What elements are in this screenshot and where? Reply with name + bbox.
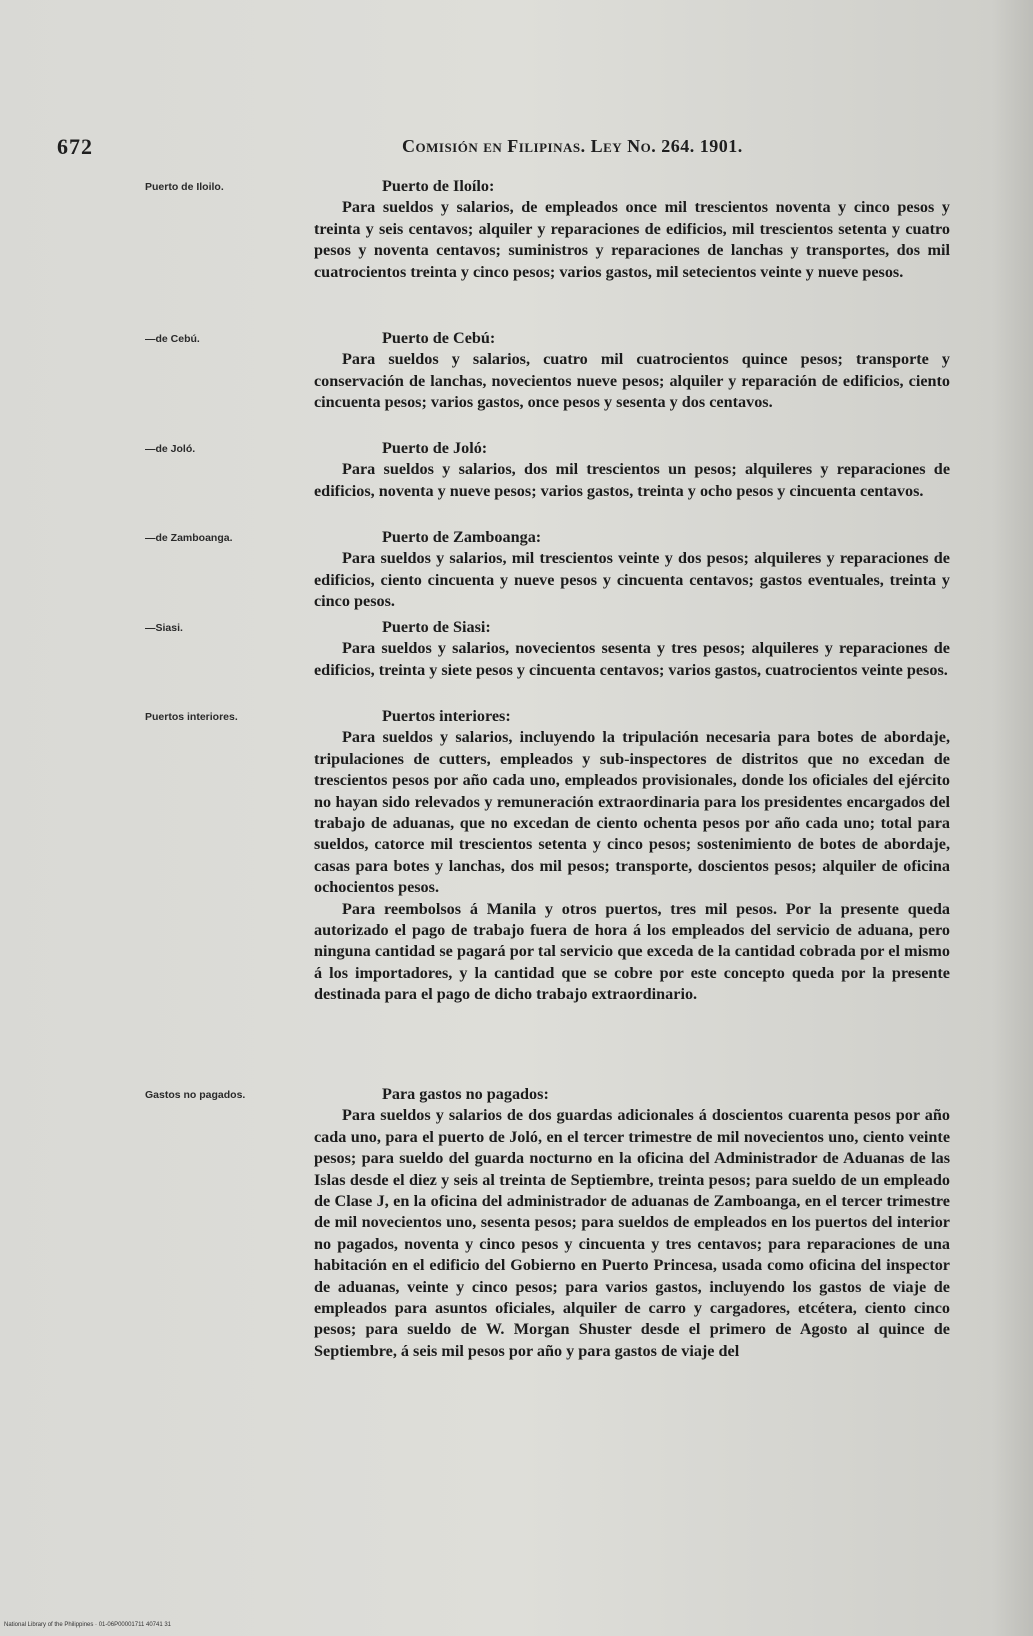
- margin-note-jolo: —de Joló.: [145, 443, 196, 455]
- page-number: 672: [57, 134, 93, 159]
- section-paragraph: Para sueldos y salarios, de empleados once mil trescientos noventa y cinco pesos y treinta y seis centavos; alquiler y reparaciones de edificios, mil trescientos setenta y cuatro pesos y noventa centavos; suministros y reparaciones de lanchas y transportes, dos mil cuatrocientos treinta y cinco pesos; varios gastos, mil setecientos veinte y nueve pesos.: [314, 198, 950, 281]
- section-heading: Puerto de Iloílo:: [382, 177, 495, 195]
- margin-note-zamboanga: —de Zamboanga.: [145, 532, 233, 544]
- section-paragraph: Para sueldos y salarios, novecientos sesenta y tres pesos; alquileres y reparaciones de edificios, treinta y siete pesos y cincuenta centavos; varios gastos, cuatrocientos veinte pesos.: [314, 639, 950, 679]
- section-heading: Para gastos no pagados:: [382, 1085, 549, 1103]
- section-cebu: [314, 328, 950, 414]
- section-gastos-no-pagados: [314, 1084, 950, 1362]
- margin-note-interiores: Puertos interiores.: [145, 711, 238, 723]
- section-paragraph: Para sueldos y salarios de dos guardas adicionales á doscientos cuarenta pesos por año cada uno, para el puerto de Joló, en el tercer trimestre de mil novecientos uno, ciento veinte pesos; para sueldo del guarda nocturno en la oficina del Administrador de Aduanas de las Islas desde el diez y seis al treinta de Septiembre, treinta pesos; para sueldo de un empleado de Clase J, en la oficina del administrador de aduanas de Zamboanga, en el tercer trimestre de mil novecientos uno, sesenta pesos; para sueldos de empleados en los puertos del interior no pagados, noventa y cinco pesos y cincuenta y tres centavos; para reparaciones de una habitación en el edificio del Gobierno en Puerto Princesa, usada como oficina del inspector de aduanas, veinte y cinco pesos; para varios gastos, incluyendo los gastos de viaje de empleados para asuntos oficiales, alquiler de carro y cargadores, etcétera, ciento cinco pesos; para sueldo de W. Morgan Shuster desde el primero de Agosto al quince de Septiembre, á seis mil pesos por año y para gastos de viaje del: [314, 1106, 950, 1360]
- section-heading: Puerto de Joló:: [382, 439, 488, 457]
- margin-note-gastos: Gastos no pagados.: [145, 1089, 246, 1101]
- section-paragraph: Para sueldos y salarios, mil trescientos veinte y dos pesos; alquileres y reparaciones de edificios, ciento cincuenta y nueve pesos y cincuenta centavos; gastos eventuales, treinta y cinco pesos.: [314, 549, 950, 611]
- margin-note-iloilo: Puerto de Iloilo.: [145, 181, 224, 193]
- section-iloilo: [314, 176, 950, 283]
- section-paragraph: Para sueldos y salarios, incluyendo la tripulación necesaria para botes de abordaje, tripulaciones de cutters, empleados y sub-inspectores de distritos que no excedan de trescientos pesos por año cada uno, empleados provisionales, donde los oficiales del ejército no hayan sido relevados y remuneración extraordinaria para los presidentes encargados del trabajo de aduanas, que no excedan de ciento ochenta pesos por año cada uno; total para sueldos, catorce mil trescientos setenta y cinco pesos; sostenimiento de botes de abordaje, casas para botes y lanchas, dos mil pesos; transporte, doscientos pesos; alquiler de oficina ochocientos pesos.: [314, 728, 950, 897]
- section-paragraph: Para sueldos y salarios, cuatro mil cuatrocientos quince pesos; transporte y conservación de lanchas, novecientos nueve pesos; alquiler y reparación de edificios, ciento cincuenta pesos; varios gastos, once pesos y sesenta y dos centavos.: [314, 350, 950, 412]
- section-heading: Puerto de Siasi:: [382, 618, 491, 636]
- section-siasi: [314, 617, 950, 681]
- section-heading: Puerto de Cebú:: [382, 329, 496, 347]
- scan-footer: National Library of the Philippines · 01-06P00001711 40741 31: [4, 1622, 172, 1628]
- section-jolo: [314, 438, 950, 502]
- section-heading: Puertos interiores:: [382, 707, 511, 725]
- page-header: [57, 134, 877, 164]
- running-head: Comisión en Filipinas. Ley No. 264. 1901.: [402, 136, 743, 156]
- section-zamboanga: [314, 527, 950, 613]
- section-heading: Puerto de Zamboanga:: [382, 528, 542, 546]
- margin-note-siasi: —Siasi.: [145, 622, 183, 634]
- section-paragraph-reembolsos: Para reembolsos á Manila y otros puertos, tres mil pesos. Por la presente queda autorizado el pago de trabajo fuera de hora á los empleados del servicio de aduana, pero ninguna cantidad se pagará por tal servicio que exceda de la cantidad cobrada por el mismo á los importadores, y la cantidad que se cobre por este concepto queda por la presente destinada para el pago de dicho trabajo extraordinario.: [314, 899, 950, 1004]
- margin-note-cebu: —de Cebú.: [145, 333, 200, 345]
- section-interiores: [314, 706, 950, 1006]
- section-paragraph: Para sueldos y salarios, dos mil trescientos un pesos; alquileres y reparaciones de edificios, noventa y nueve pesos; varios gastos, treinta y ocho pesos y cincuenta centavos.: [314, 460, 950, 500]
